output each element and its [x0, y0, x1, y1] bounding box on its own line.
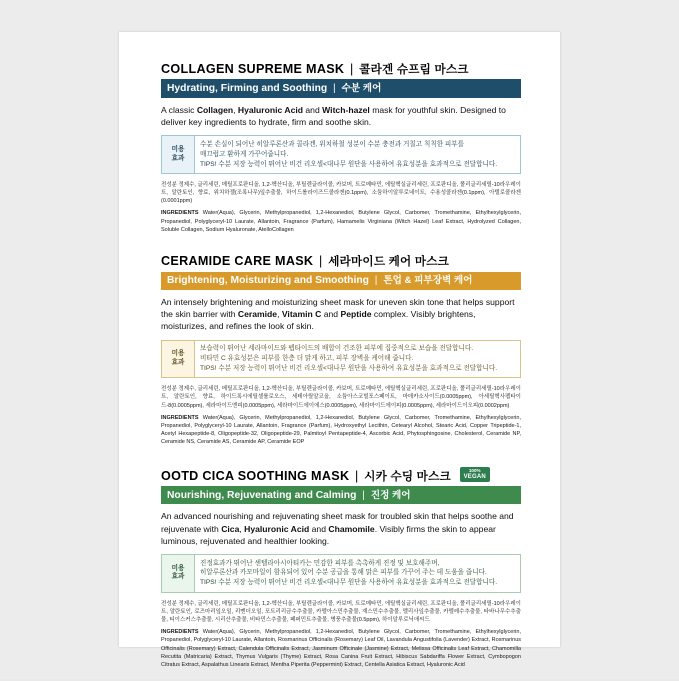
product-title-ko: 시카 수딩 마스크 — [364, 469, 451, 483]
ingredients-header: INGREDIENTS — [161, 414, 203, 421]
product-beauty-effect-box — [161, 340, 521, 379]
section-spacer — [161, 246, 521, 254]
beauty-effect-label — [162, 555, 195, 592]
ingredients-header: INGREDIENTS — [161, 210, 203, 217]
beauty-effect-label-line1: 미용 — [171, 350, 185, 358]
product-block-collagen — [161, 62, 521, 234]
product-beauty-effect-box — [161, 554, 521, 593]
product-banner-en: Hydrating, Firming and Soothing — [167, 82, 328, 94]
beauty-effect-tip-line: TIPS! 수분 저장 능력이 뛰어난 비건 리오셀<대나무 원단을 사용하여 유효성분을 효과적으로 전달합니다. — [200, 160, 498, 168]
product-banner — [161, 486, 521, 504]
product-banner-separator: | — [362, 489, 365, 501]
ingredients-list: Water(Aqua), Glycerin, Methylpropanediol, 1,2-Hexanediol, Butylene Glycol, Carbomer, Tromethamine, Ethylhexylglycerin, Propanediol, Polyglyceryl-10 Laurate, Allantoin, Rosmarinus Officinalis (Rosemary) Leaf Oil, Lavandula Angustifolia (Lavender) Extract, Rosmarinus Officinalis (Rosemary) Extract, Calendula Officinalis Extract, Jasminum Officinale (Jasmine) Extract, Melissa Officinalis Leaf Extract, Chamomilla Recutita (Matricaria) Extract, Thymus Vulgaris (Thyme) Extract, Rosa Canina Fruit Extract, Hibiscus Sabdariffa Flower Extract, Cymbopogon Citratus Extract, Aspalathus Linearis Extract, Mentha Piperita (Peppermint) Extract, Centella Asiatica Extract, Hyaluronic Acid — [161, 629, 521, 669]
product-title-en: COLLAGEN SUPREME MASK — [161, 62, 345, 76]
beauty-effect-label-line1: 미용 — [171, 564, 185, 572]
insert-content — [161, 62, 521, 681]
beauty-effect-label-line1: 미용 — [171, 145, 185, 153]
product-ingredients-en — [161, 414, 521, 447]
beauty-effect-label-line2: 효과 — [171, 359, 185, 367]
beauty-effect-text — [195, 555, 520, 592]
beauty-effect-text — [195, 136, 520, 173]
product-title — [161, 62, 521, 76]
beauty-effect-line: 비타민 C 유효성분은 피부를 한층 더 맑게 하고, 피부 장벽을 케어해 줍니다. — [200, 355, 414, 363]
product-title-separator: | — [355, 468, 359, 483]
beauty-effect-label — [162, 136, 195, 173]
product-title-ko: 콜라겐 슈프림 마스크 — [359, 63, 469, 76]
product-title-en: OOTD CICA SOOTHING MASK — [161, 468, 350, 483]
product-banner-ko: 진정 케어 — [370, 489, 411, 501]
beauty-effect-line: 매끄럽고 환하게 가꾸어줍니다. — [200, 150, 289, 158]
product-banner-separator: | — [374, 275, 378, 287]
product-full-ingredients-ko: 전성분 정제수, 글리세린, 메틸프로판디올, 1,2-헥산디올, 부틸렌글라이콜, 카보머, 트로메타민, 에틸헥실글리세린, 프로판디올, 폴리글리세릴-10라우레이트, 알란토인, 향료, 위치하젤(조록나무)잎추출물, 하이드롤라이즈드콜라겐(0.1ppm), 소듐하이알루로네이트, 수용성콜라겐(0.1ppm), 아텔로콜라겐(0.0001ppm) — [161, 182, 521, 205]
product-full-ingredients-ko: 전성분 정제수, 글리세린, 메틸프로판디올, 1,2-헥산디올, 부틸렌글라이콜, 카보머, 트로메타민, 에틸헥실글리세린, 프로판디올, 폴리글리세릴-10라우레이트, 알란토인, 향료, 하이드록시에틸셀룰로오스, 세테아릴알코올, 소듐아스코빌포스페이트, 마데카소사이드(0.0005ppm), 아세틸헥사펩타이드-8(0.0005ppm), 세라마이드엔피(0.0005ppm), 세라마이드에이에스(0.0005ppm), 세라마이드에이피(0.0005ppm), 세라마이드이오피(0.0002ppm) — [161, 386, 521, 409]
beauty-effect-tip-line: TIPS! 수분 저장 능력이 뛰어난 비건 리오셀<대나무 원단을 사용하여 유효성분을 효과적으로 전달합니다. — [200, 364, 498, 372]
product-banner-en: Brightening, Moisturizing and Smoothing — [167, 275, 369, 287]
product-insert-sheet — [119, 32, 560, 669]
product-description: A classic Collagen, Hyaluronic Acid and Witch-hazel mask for youthful skin. Designed to deliver key ingredients to hydrate, firm and soothe skin. — [161, 104, 506, 128]
vegan-badge — [460, 467, 490, 482]
vegan-badge-main: VEGAN — [463, 473, 486, 480]
product-block-cica — [161, 467, 521, 670]
product-beauty-effect-box — [161, 135, 521, 174]
product-banner — [161, 272, 521, 290]
beauty-effect-text — [195, 341, 520, 378]
product-banner-separator: | — [333, 82, 336, 94]
vegan-badge-top: 100% — [468, 467, 481, 473]
product-banner-ko: 톤업 & 피부장벽 케어 — [383, 275, 473, 287]
product-title-en: CERAMIDE CARE MASK — [161, 254, 314, 269]
product-title-ko: 세라마이드 케어 마스크 — [328, 255, 450, 269]
product-banner-ko: 수분 케어 — [341, 82, 382, 94]
product-ingredients-en — [161, 628, 521, 669]
product-title-separator: | — [350, 62, 354, 76]
product-description: An intensely brightening and moisturizing sheet mask for uneven skin tone that helps support the skin barrier with Ceramide, Vitamin C and Peptide complex. Visibly brightens, moisturizes, and refines the look of skin. — [161, 297, 515, 332]
product-block-ceramide — [161, 254, 521, 447]
beauty-effect-tip-line: TIPS! 수분 저장 능력이 뛰어난 비건 리오셀<대나무 원단을 사용하여 유효성분을 효과적으로 전달합니다. — [200, 579, 498, 587]
beauty-effect-label-line2: 효과 — [171, 154, 185, 162]
section-spacer — [161, 459, 521, 467]
beauty-effect-label-line2: 효과 — [171, 573, 185, 581]
product-title — [161, 467, 521, 483]
product-title-separator: | — [319, 254, 323, 269]
product-description: An advanced nourishing and rejuvenating sheet mask for troubled skin that helps soothe and rejuvenate with Cica, Hyaluronic Acid and Chamomile. Visibly firms the skin to appear luminous, rejuvenated and healthier looking. — [161, 511, 514, 546]
beauty-effect-label — [162, 341, 195, 378]
beauty-effect-line: 보습력이 뛰어난 세라마이드와 펩타이드의 배합이 건조한 피부에 집중적으로 보습을 전달합니다. — [200, 345, 474, 353]
ingredients-list: Water(Aqua), Glycerin, Methylpropanediol, 1,2-Hexanediol, Butylene Glycol, Carbomer, Tromethamine, Ethylhexylglycerin, Propanediol, Polyglyceryl-10 Laurate, Allantoin, Fragrance (Parfum), Hydroxyethyl Lecithin, Cetearyl Alcohol, Stearic Acid, Copper Tripeptide-1, Acetyl Hexapeptide-8, Oligopeptide-32, Oligopeptide-29, Palmitoyl Pentapeptide-4, Ascorbic Acid, Phytosphingosine, Cholesterol, Ceramide NP, Ceramide NS, Ceramide AS, Ceramide AP, Ceramide EOP — [161, 414, 521, 446]
product-full-ingredients-ko: 전성분 정제수, 글리세린, 메틸프로판디올, 1,2-헥산디올, 부틸렌글라이콜, 카보머, 트로메타민, 에틸헥실글리세린, 프로판디올, 폴리글리세릴-10라우레이트, 알란토인, 로즈마리잎오일, 리멘더오일, 포트리리금수추출물, 카멜아스민추출물, 재스민수추출물, 멜리사잎추출물, 카멜레수추출물, 타바나무수추출물, 티이스커스추출물, 시리산추출물, 비타민스추출물, 페퍼민트추출물, 병풍추출물(0.5ppm), 하이알루로닉애씨드 — [161, 600, 521, 624]
beauty-effect-line: 히알루론산과 카모마일이 함유되어 있어 수분 공급을 통해 맑은 피부를 가꾸어 주는 데 도움을 줍니다. — [200, 569, 487, 577]
ingredients-list: Water(Aqua), Glycerin, Methylpropanediol, 1,2-Hexanediol, Butylene Glycol, Carbomer, Tromethamine, Ethylhexylglycerin, Propanediol, Polyglyceryl-10 Laurate, Allantoin, Fragrance (Parfum), Hamamelis Virginiana (Witch Hazel) Leaf Extract, Hydrolyzed Collagen, Soluble Collagen, Sodium Hyaluronate, AtelloCollagen — [161, 210, 521, 233]
product-banner-en: Nourishing, Rejuvenating and Calming — [167, 489, 357, 501]
beauty-effect-line: 수분 손실이 되어난 히알루론산과 콜라겐, 위치하철 성분이 수분 충전과 거칠고 칙칙한 피부를 — [200, 140, 465, 148]
product-title — [161, 254, 521, 268]
beauty-effect-line: 진정효과가 뛰어난 센텔라아시아티카는 민감한 피부를 촉촉하게 진정 및 보호해주며, — [200, 559, 440, 567]
product-banner — [161, 79, 521, 97]
product-ingredients-en — [161, 209, 521, 234]
ingredients-header: INGREDIENTS — [161, 629, 203, 636]
